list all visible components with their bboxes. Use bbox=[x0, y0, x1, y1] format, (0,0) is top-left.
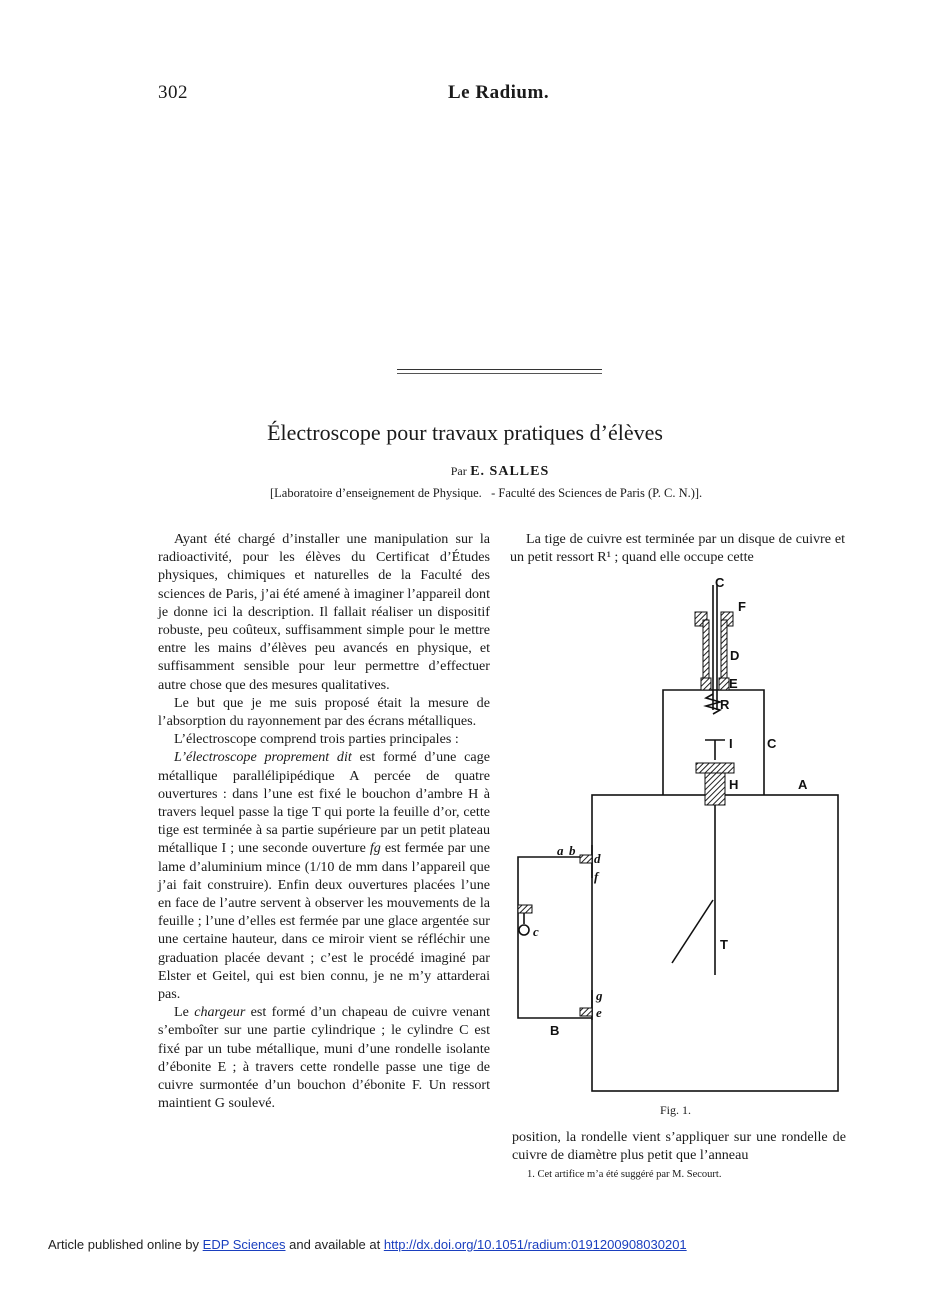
gold-leaf bbox=[672, 900, 713, 963]
right-column-top bbox=[510, 530, 845, 566]
text-run: est formé d’une cage métallique parallélipipédique A percée de quatre ouvertures : dans l’une est fixé le bouchon d’ambre H à travers lequel passe la tige T qui porte la feuille d’or, cette tige est terminée à sa partie supérieure par un petit plateau métallique I ; une seconde ouverture bbox=[158, 749, 490, 857]
publisher-link[interactable]: EDP Sciences bbox=[202, 1237, 286, 1252]
footer-prefix: Article published online by bbox=[48, 1237, 203, 1252]
label-e-small: e bbox=[596, 1005, 602, 1020]
paragraph: Le but que je me suis proposé était la mesure de l’absorption du rayonnement par des écrans métalliques. bbox=[158, 694, 490, 730]
label-g-small: g bbox=[596, 988, 603, 1003]
label-h: H bbox=[729, 777, 739, 792]
divider-rule bbox=[397, 373, 602, 374]
label-i: I bbox=[729, 736, 733, 751]
label-e: E bbox=[729, 676, 738, 691]
shield-b bbox=[518, 857, 592, 1018]
footer-middle: and available at bbox=[285, 1237, 384, 1252]
label-b: B bbox=[550, 1023, 560, 1038]
figure-caption: Fig. 1. bbox=[660, 1103, 692, 1117]
journal-title: Le Radium. bbox=[448, 82, 550, 103]
window-e bbox=[580, 1008, 592, 1016]
emphasis: chargeur bbox=[194, 1004, 246, 1021]
electroscope-diagram bbox=[500, 570, 870, 1100]
label-r: R bbox=[720, 697, 730, 712]
amber-plug-h bbox=[696, 763, 734, 773]
label-d: D bbox=[730, 648, 740, 663]
label-a-small: a bbox=[557, 843, 564, 858]
article-title: Électroscope pour travaux pratiques d’élèves bbox=[267, 420, 663, 445]
author-name: E. SALLES bbox=[470, 464, 550, 479]
knob-c bbox=[519, 925, 529, 935]
paragraph bbox=[158, 748, 490, 1003]
label-c-right: C bbox=[767, 736, 777, 751]
publication-footer bbox=[48, 1237, 687, 1252]
paragraph: position, la rondelle vient s’appliquer sur une rondelle de cuivre de diamètre plus petit que l’anneau bbox=[512, 1129, 846, 1164]
washer-e bbox=[701, 678, 711, 690]
left-column bbox=[158, 530, 490, 1113]
label-d-small: d bbox=[594, 851, 601, 866]
emphasis: fg bbox=[369, 840, 381, 857]
label-b-small: b bbox=[569, 843, 576, 858]
label-c-top: C bbox=[715, 575, 725, 590]
paragraph bbox=[158, 1003, 490, 1112]
text-run: Le bbox=[174, 1004, 195, 1021]
label-a: A bbox=[798, 777, 808, 792]
page-number: 302 bbox=[158, 82, 188, 103]
paragraph: L’électroscope comprend trois parties principales : bbox=[174, 731, 459, 748]
emphasis: L’électroscope proprement dit bbox=[174, 749, 352, 766]
footnote: 1. Cet artifice m’a été suggéré par M. Secourt. bbox=[527, 1169, 722, 1180]
right-column-bottom bbox=[512, 1128, 846, 1164]
label-f: F bbox=[738, 599, 746, 614]
label-t: T bbox=[720, 937, 728, 952]
label-c-small: c bbox=[533, 924, 539, 939]
clip-c bbox=[518, 905, 532, 913]
text-run: est fermée par une lame d’aluminium mince (1/10 de mm dans l’appareil que j’ai fait construire). Enfin deux ouvertures placées l’une en face de l’autre servent à observer les mouvements de la feuille ; l’une d’elles est fermée par une glace argentée sur une certaine hauteur, dans ce miroir vient se réfléchir une graduation placée devant ; c’est le procédé imaginé par Elster et Geitel, qui est bien connu, je ne m’y attarderai pas. bbox=[158, 840, 490, 1003]
paragraph: La tige de cuivre est terminée par un disque de cuivre et un petit ressort R¹ ; quand elle occupe cette bbox=[510, 531, 845, 566]
byline bbox=[0, 464, 930, 480]
divider-rule bbox=[397, 369, 602, 370]
by-prefix: Par bbox=[450, 464, 467, 478]
doi-link[interactable]: http://dx.doi.org/10.1051/radium:0191200908030201 bbox=[383, 1237, 687, 1252]
author-affiliation: [Laboratoire d’enseignement de Physique. - Faculté des Sciences de Paris (P. C. N.)]. bbox=[270, 486, 703, 500]
window-d bbox=[580, 855, 592, 863]
label-f-small: f bbox=[594, 869, 599, 884]
paragraph: Ayant été chargé d’installer une manipulation sur la radioactivité, pour les élèves du Certificat d’Études physiques, chimiques et naturelles de la Faculté des sciences de Paris, j’ai été amené à imaginer l’appareil dont je donne ici la description. Il fallait réaliser un dispositif robuste, peu coûteux, suffisamment simple pour le mettre entre les mains d’élèves peu avancés en physique, et suffisamment sensible pour leur permettre d’effectuer autre chose que des mesures qualitatives. bbox=[158, 531, 490, 693]
text-run: est formé d’un chapeau de cuivre venant s’emboîter sur une partie cylindrique ; le cylindre C est fixé par un tube métallique, muni d’une rondelle isolante d’ébonite E ; à travers cette rondelle passe une tige de cuivre surmontée d’un bouchon d’ébonite F. Un ressort maintient G soulevé. bbox=[158, 1004, 490, 1112]
